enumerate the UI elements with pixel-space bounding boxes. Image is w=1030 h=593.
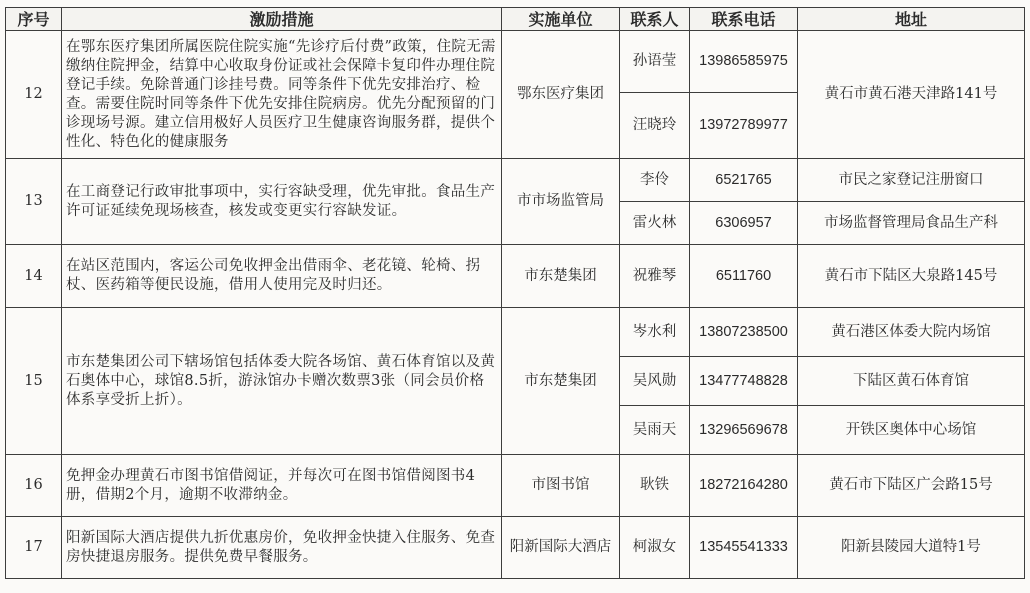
contact-name: 祝雅琴 bbox=[620, 245, 690, 308]
address: 黄石市下陆区广会路15号 bbox=[798, 455, 1025, 517]
contact-phone: 13296569678 bbox=[690, 406, 798, 455]
table-row bbox=[6, 31, 1025, 93]
measure-text: 在工商登记行政审批事项中，实行容缺受理，优先审批。食品生产许可证延续免现场核查，核发或变更实行容缺发证。 bbox=[62, 159, 502, 245]
address: 阳新县陵园大道特1号 bbox=[798, 517, 1025, 579]
contact-phone: 13972789977 bbox=[690, 93, 798, 159]
address: 下陆区黄石体育馆 bbox=[798, 357, 1025, 406]
table-row bbox=[6, 517, 1025, 579]
contact-name: 吴雨天 bbox=[620, 406, 690, 455]
measure-text: 在鄂东医疗集团所属医院住院实施“先诊疗后付费”政策，住院无需缴纳住院押金，结算中心收取身份证或社会保障卡复印件办理住院登记手续。免除普通门诊挂号费。同等条件下优先安排治疗、检查。需要住院时同等条件下优先安排住院病房。优先分配预留的门诊现场号源。建立信用极好人员医疗卫生健康咨询服务群，提供个性化、特色化的健康服务 bbox=[62, 31, 502, 159]
header-phone: 联系电话 bbox=[690, 8, 798, 31]
contact-phone: 13986585975 bbox=[690, 31, 798, 93]
address: 市民之家登记注册窗口 bbox=[798, 159, 1025, 202]
contact-name: 耿铁 bbox=[620, 455, 690, 517]
contact-name: 岑水利 bbox=[620, 308, 690, 357]
contact-phone: 6306957 bbox=[690, 202, 798, 245]
row-number: 14 bbox=[6, 245, 62, 308]
address: 市场监督管理局食品生产科 bbox=[798, 202, 1025, 245]
contact-phone: 18272164280 bbox=[690, 455, 798, 517]
row-number: 12 bbox=[6, 31, 62, 159]
contact-name: 汪晓玲 bbox=[620, 93, 690, 159]
implementing-unit: 市图书馆 bbox=[502, 455, 620, 517]
table-row bbox=[6, 245, 1025, 308]
table-row bbox=[6, 159, 1025, 202]
contact-name: 李伶 bbox=[620, 159, 690, 202]
implementing-unit: 阳新国际大酒店 bbox=[502, 517, 620, 579]
row-number: 15 bbox=[6, 308, 62, 455]
header-no: 序号 bbox=[6, 8, 62, 31]
header-address: 地址 bbox=[798, 8, 1025, 31]
implementing-unit: 市东楚集团 bbox=[502, 308, 620, 455]
contact-phone: 13545541333 bbox=[690, 517, 798, 579]
contact-name: 柯淑女 bbox=[620, 517, 690, 579]
measure-text: 在站区范围内，客运公司免收押金出借雨伞、老花镜、轮椅、拐杖、医药箱等便民设施，借用人使用完及时归还。 bbox=[62, 245, 502, 308]
contact-phone: 13477748828 bbox=[690, 357, 798, 406]
incentive-measures-table bbox=[5, 7, 1025, 579]
row-number: 13 bbox=[6, 159, 62, 245]
contact-name: 孙语莹 bbox=[620, 31, 690, 93]
contact-name: 雷火林 bbox=[620, 202, 690, 245]
measure-text: 阳新国际大酒店提供九折优惠房价，免收押金快捷入住服务、免查房快捷退房服务。提供免费早餐服务。 bbox=[62, 517, 502, 579]
header-measure: 激励措施 bbox=[62, 8, 502, 31]
table-row bbox=[6, 455, 1025, 517]
measure-text: 市东楚集团公司下辖场馆包括体委大院各场馆、黄石体育馆以及黄石奥体中心，球馆8.5折，游泳馆办卡赠次数票3张（同会员价格体系享受折上折）。 bbox=[62, 308, 502, 455]
address: 黄石市黄石港天津路141号 bbox=[798, 31, 1025, 159]
header-row bbox=[6, 8, 1025, 31]
contact-phone: 13807238500 bbox=[690, 308, 798, 357]
header-contact: 联系人 bbox=[620, 8, 690, 31]
address: 开铁区奥体中心场馆 bbox=[798, 406, 1025, 455]
address: 黄石港区体委大院内场馆 bbox=[798, 308, 1025, 357]
implementing-unit: 市市场监管局 bbox=[502, 159, 620, 245]
implementing-unit: 市东楚集团 bbox=[502, 245, 620, 308]
row-number: 17 bbox=[6, 517, 62, 579]
measure-text: 免押金办理黄石市图书馆借阅证，并每次可在图书馆借阅图书4册，借期2个月，逾期不收滞纳金。 bbox=[62, 455, 502, 517]
table-row bbox=[6, 308, 1025, 357]
row-number: 16 bbox=[6, 455, 62, 517]
contact-phone: 6521765 bbox=[690, 159, 798, 202]
header-unit: 实施单位 bbox=[502, 8, 620, 31]
implementing-unit: 鄂东医疗集团 bbox=[502, 31, 620, 159]
contact-phone: 6511760 bbox=[690, 245, 798, 308]
address: 黄石市下陆区大泉路145号 bbox=[798, 245, 1025, 308]
contact-name: 吴风勋 bbox=[620, 357, 690, 406]
